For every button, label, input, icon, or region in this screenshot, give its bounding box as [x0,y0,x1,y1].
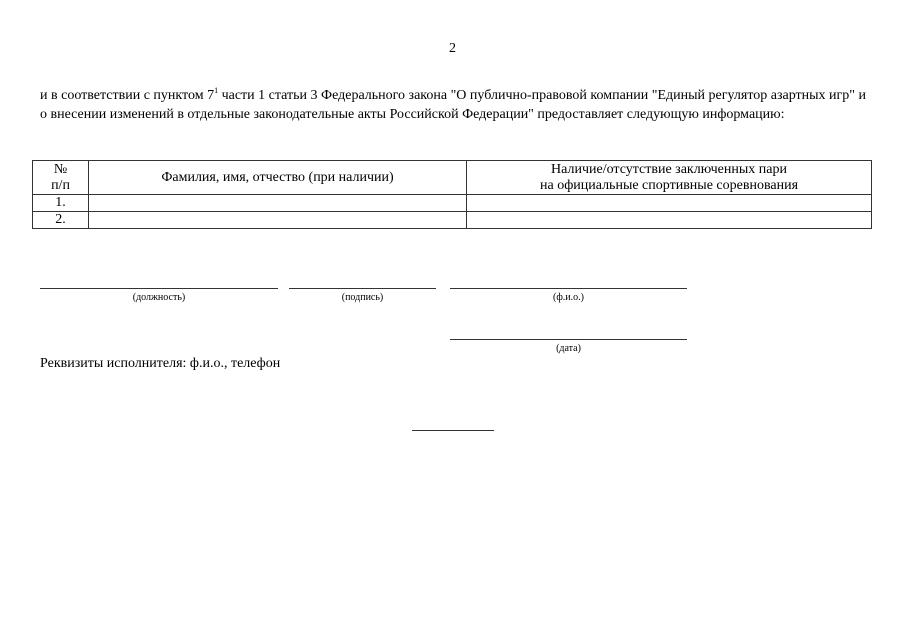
row-number: 2. [33,212,89,229]
header-name: Фамилия, имя, отчество (при наличии) [89,161,467,195]
intro-text-end: части 1 статьи 3 Федерального закона "О публично-правовой компании "Единый регулятор азартных игр" и о внесении изменений в отдельные законодательные акты Российской Федерации" предоставляет следующую информацию: [40,88,866,122]
row-number: 1. [33,195,89,212]
date-line [450,339,687,340]
intro-paragraph [40,86,866,124]
row-bets-cell [467,212,872,229]
table-row [33,212,872,229]
header-number-line2: п/п [51,177,70,193]
row-name-cell [89,212,467,229]
header-bets-line2: на официальные спортивные соревнования [539,177,799,193]
intro-text-start: и в соответствии с пунктом 7 [40,88,215,103]
header-number-line1: № [53,161,68,177]
signature-label: (подпись) [341,292,384,303]
table-row [33,195,872,212]
header-bets [467,161,872,195]
table-header-row [33,161,872,195]
fio-line [450,288,687,289]
executor-details: Реквизиты исполнителя: ф.и.о., телефон [40,356,281,371]
position-line [40,288,278,289]
row-name-cell [89,195,467,212]
end-rule [412,430,494,431]
intro-superscript: 1 [214,86,219,95]
row-bets-cell [467,195,872,212]
page-number: 2 [449,41,456,56]
signature-line [289,288,436,289]
information-table [32,160,872,229]
position-label: (должность) [132,292,186,303]
header-number [33,161,89,195]
header-bets-line1: Наличие/отсутствие заключенных пари [551,161,787,177]
date-label: (дата) [556,343,581,354]
fio-label: (ф.и.о.) [553,292,584,303]
